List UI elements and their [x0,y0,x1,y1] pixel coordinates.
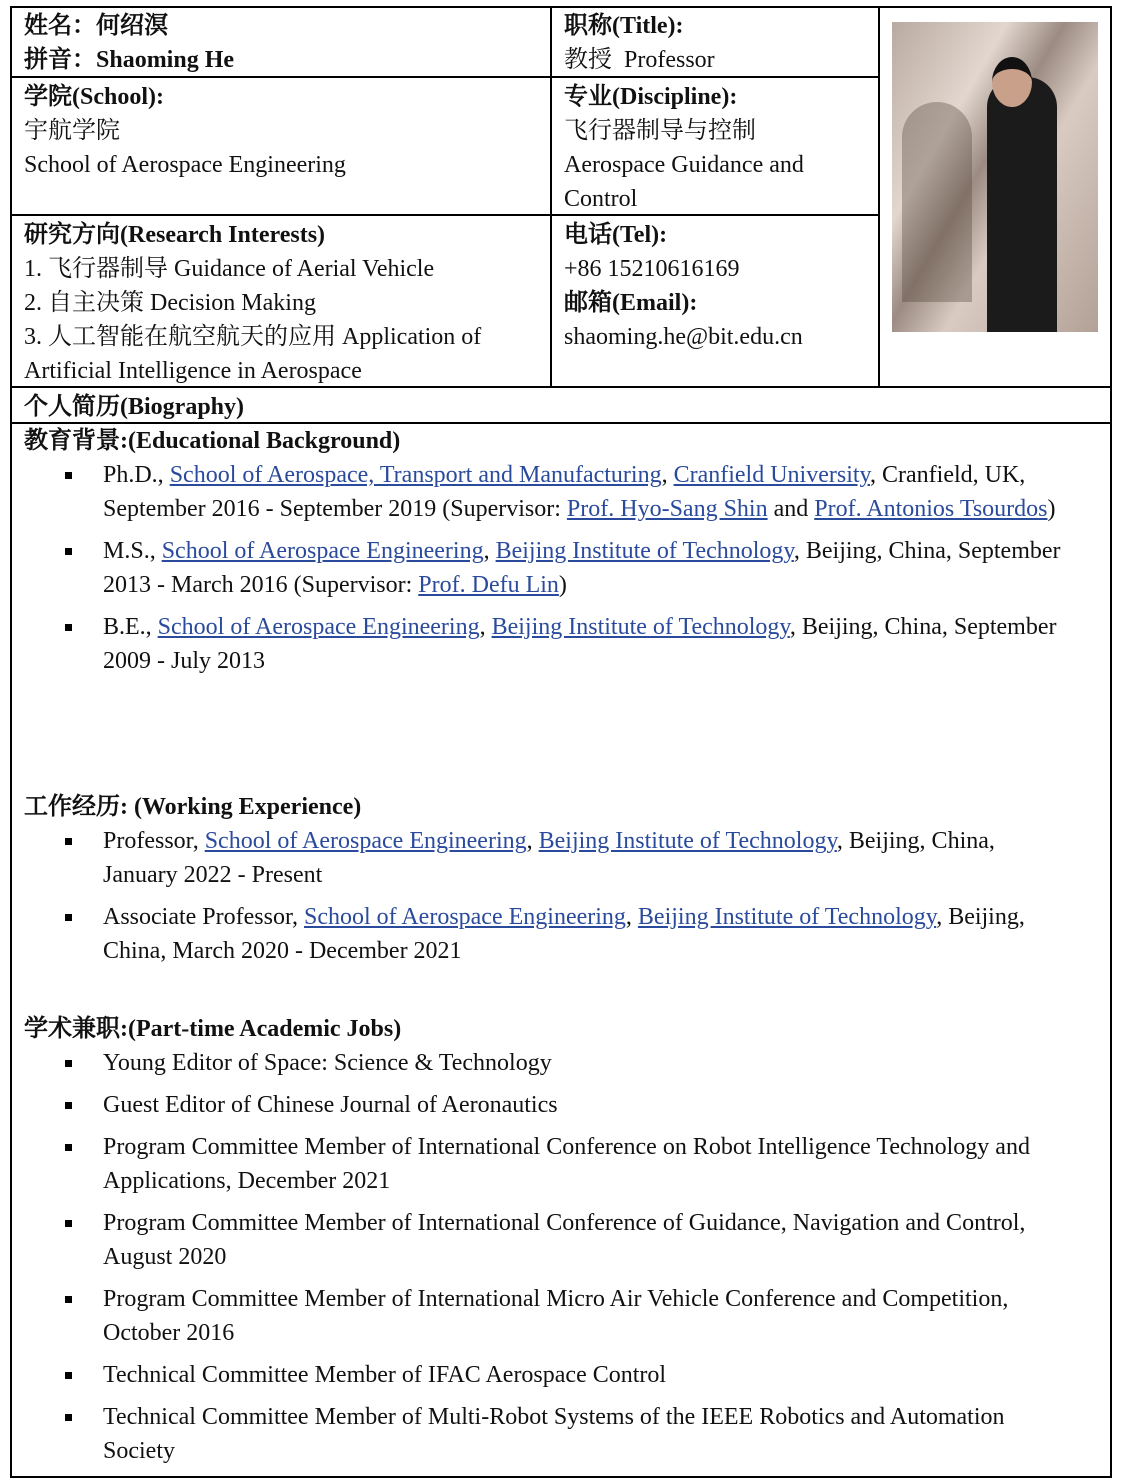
divider [878,6,880,387]
title-value: 教授 Professor [564,47,715,73]
text: ) [1047,496,1056,522]
link[interactable]: Beijing Institute of Technology [491,614,790,640]
research-cell [12,216,550,390]
text: , Beijing, China, September 2013 - March 2016 (Supervisor: [103,538,1061,598]
research-item: 1. 飞行器制导 Guidance of Aerial Vehicle [24,256,435,282]
text: B.E., [103,614,158,640]
link[interactable]: Cranfield University [673,462,870,488]
title-cell [552,7,878,79]
link[interactable]: School of Aerospace Engineering [204,828,527,854]
list-item [0,1046,1090,1080]
text: Program Committee Member of International Conference of Guidance, Navigation and Control, August 2020 [103,1210,1026,1270]
email-value[interactable]: shaoming.he@bit.edu.cn [564,324,803,350]
list-item [0,1358,1090,1392]
list-item [0,610,1090,678]
link[interactable]: Beijing Institute of Technology [637,904,937,930]
link[interactable]: School of Aerospace Engineering [304,904,626,930]
education-heading: 教育背景:(Educational Background) [24,428,401,454]
list-item [0,1130,1090,1198]
list-item [0,1282,1090,1350]
tel-value: +86 15210616169 [564,256,740,282]
research-item: 3. 人工智能在航空航天的应用 Application of Artificial Intelligence in Aerospace [24,324,482,384]
text: M.S., [103,538,162,564]
text: Ph.D., [103,462,170,488]
work-heading: 工作经历: (Working Experience) [24,794,362,820]
title-label: 职称(Title): [564,13,684,39]
text: Technical Committee Member of Multi-Robot Systems of the IEEE Robotics and Automation Society [103,1404,1005,1464]
text: Guest Editor of Chinese Journal of Aeronautics [103,1092,558,1118]
jobs-list [0,1046,1090,1476]
text: Associate Professor, [103,904,304,930]
text: , [479,614,492,640]
text: Technical Committee Member of IFAC Aerospace Control [103,1362,667,1388]
name-cell [12,7,550,79]
discipline-cn: 飞行器制导与控制 [564,118,756,144]
link[interactable]: Beijing Institute of Technology [538,828,837,854]
name: 姓名：何绍溟 [24,13,168,39]
list-item [0,824,1090,892]
text: , [625,904,638,930]
link[interactable]: School of Aerospace, Transport and Manufacturing [169,462,662,488]
discipline-en: Aerospace Guidance and Control [564,152,804,212]
link[interactable]: School of Aerospace Engineering [157,614,480,640]
email-label: 邮箱(Email): [564,290,698,316]
text: , [483,538,496,564]
list-item [0,1400,1090,1468]
text: Program Committee Member of International Micro Air Vehicle Conference and Competition, October 2016 [103,1286,1009,1346]
link[interactable]: Prof. Antonios Tsourdos [814,496,1048,522]
school-label: 学院(School): [24,84,164,110]
list-item [0,534,1090,602]
discipline-cell [552,78,852,218]
school-en: School of Aerospace Engineering [24,152,346,178]
text: , [526,828,539,854]
list-item [0,1088,1090,1122]
school-cell [12,78,550,184]
discipline-label: 专业(Discipline): [564,84,738,110]
work-list [0,824,1090,976]
research-item: 2. 自主决策 Decision Making [24,290,316,316]
biography-heading-cell [12,388,1102,426]
list-item [0,1206,1090,1274]
contact-cell [552,216,878,356]
text: , Beijing, China, January 2022 - Present [103,828,995,888]
profile-photo [892,22,1098,332]
text: , [661,462,674,488]
text: and [767,496,815,522]
list-item [0,900,1090,968]
link[interactable]: School of Aerospace Engineering [161,538,484,564]
text: Professor, [103,828,205,854]
text: ) [558,572,567,598]
text: Program Committee Member of International Conference on Robot Intelligence Technology and Applications, December 2021 [103,1134,1030,1194]
text: , Beijing, China, March 2020 - December 2021 [103,904,1025,964]
jobs-heading: 学术兼职:(Part-time Academic Jobs) [24,1016,402,1042]
link[interactable]: Prof. Hyo-Sang Shin [566,496,768,522]
text: , Cranfield, UK, September 2016 - September 2019 (Supervisor: [103,462,1026,522]
school-cn: 宇航学院 [24,118,120,144]
biography-label: 个人简历(Biography) [24,394,245,420]
tel-label: 电话(Tel): [564,222,668,248]
link[interactable]: Beijing Institute of Technology [495,538,794,564]
text: , Beijing, China, September 2009 - July 2013 [103,614,1057,674]
education-list [0,458,1090,686]
research-label: 研究方向(Research Interests) [24,222,326,248]
text: Young Editor of Space: Science & Technology [103,1050,552,1076]
pinyin: 拼音：Shaoming He [24,47,235,73]
list-item [0,458,1090,526]
link[interactable]: Prof. Defu Lin [418,572,559,598]
